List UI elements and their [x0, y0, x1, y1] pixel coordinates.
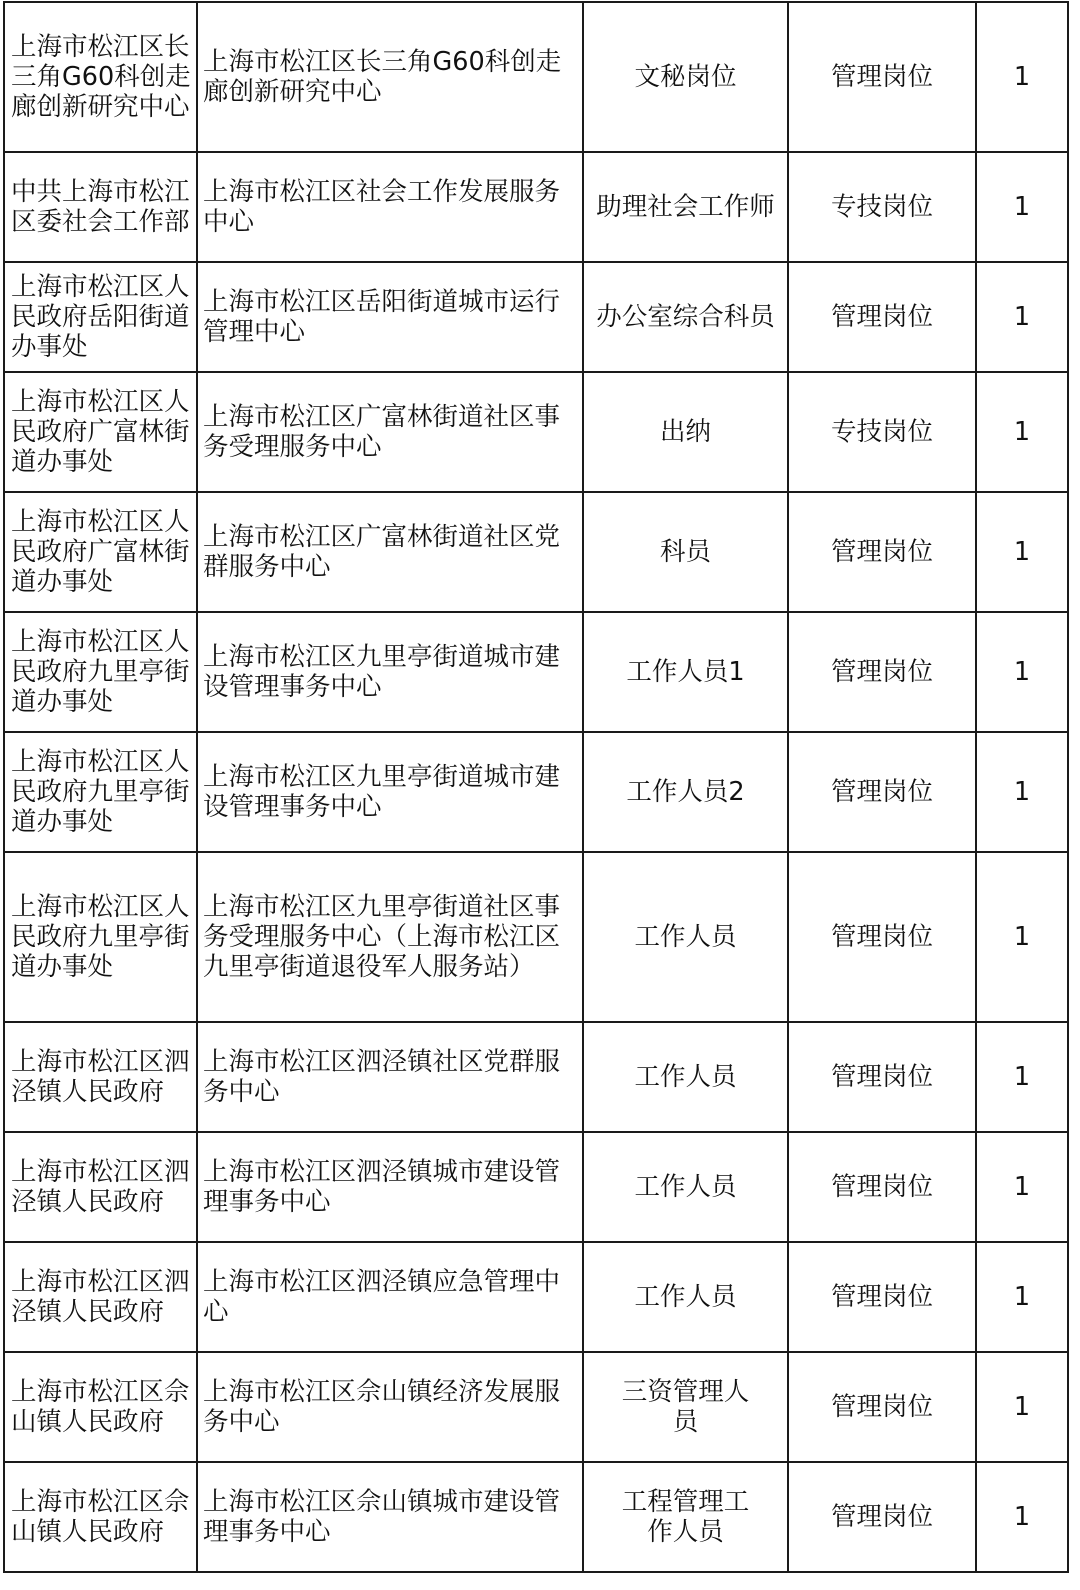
post-name: 助理社会工作师: [596, 192, 775, 222]
organization-cell: 上海市松江区人民政府九里亭街道办事处: [4, 732, 197, 852]
post-cell: [583, 732, 788, 852]
post-name: 三资管理人员: [621, 1377, 750, 1437]
post-type-cell: 管理岗位: [788, 262, 976, 372]
post-type-cell: 管理岗位: [788, 1352, 976, 1462]
headcount-cell: 1: [976, 1462, 1068, 1572]
post-name: 出纳: [659, 417, 711, 447]
headcount-cell: 1: [976, 152, 1068, 262]
table-row: [4, 1132, 1068, 1242]
headcount-cell: 1: [976, 372, 1068, 492]
unit-cell: 上海市松江区佘山镇城市建设管理事务中心: [197, 1462, 583, 1572]
post-cell: [583, 1352, 788, 1462]
organization-cell: 上海市松江区泗泾镇人民政府: [4, 1242, 197, 1352]
table-row: [4, 152, 1068, 262]
organization-cell: 上海市松江区人民政府广富林街道办事处: [4, 372, 197, 492]
post-name: 办公室综合科员: [596, 302, 775, 332]
post-cell: [583, 1022, 788, 1132]
table-row: [4, 1462, 1068, 1572]
table-row: [4, 492, 1068, 612]
post-type-cell: 专技岗位: [788, 372, 976, 492]
table-row: [4, 612, 1068, 732]
post-type-cell: 管理岗位: [788, 612, 976, 732]
headcount-cell: 1: [976, 1132, 1068, 1242]
unit-cell: 上海市松江区泗泾镇应急管理中心: [197, 1242, 583, 1352]
post-name: 工作人员: [634, 1172, 737, 1202]
post-name: 工作人员2: [626, 777, 745, 807]
unit-cell: 上海市松江区长三角G60科创走廊创新研究中心: [197, 2, 583, 152]
post-name: 工作人员: [634, 1062, 737, 1092]
headcount-cell: 1: [976, 1022, 1068, 1132]
headcount-cell: 1: [976, 852, 1068, 1022]
table-row: [4, 1242, 1068, 1352]
unit-cell: 上海市松江区九里亭街道城市建设管理事务中心: [197, 612, 583, 732]
organization-cell: 上海市松江区长三角G60科创走廊创新研究中心: [4, 2, 197, 152]
unit-cell: 上海市松江区广富林街道社区党群服务中心: [197, 492, 583, 612]
organization-cell: 上海市松江区人民政府九里亭街道办事处: [4, 612, 197, 732]
post-type-cell: 管理岗位: [788, 1462, 976, 1572]
unit-cell: 上海市松江区九里亭街道城市建设管理事务中心: [197, 732, 583, 852]
organization-cell: 中共上海市松江区委社会工作部: [4, 152, 197, 262]
post-type-cell: 管理岗位: [788, 1022, 976, 1132]
table-row: [4, 732, 1068, 852]
post-cell: [583, 492, 788, 612]
unit-cell: 上海市松江区广富林街道社区事务受理服务中心: [197, 372, 583, 492]
post-cell: [583, 152, 788, 262]
post-cell: [583, 372, 788, 492]
organization-cell: 上海市松江区人民政府广富林街道办事处: [4, 492, 197, 612]
table-row: [4, 852, 1068, 1022]
table-row: [4, 262, 1068, 372]
table-row: [4, 2, 1068, 152]
post-type-cell: 管理岗位: [788, 1242, 976, 1352]
headcount-cell: 1: [976, 1242, 1068, 1352]
post-name: 工作人员: [634, 922, 737, 952]
unit-cell: 上海市松江区岳阳街道城市运行管理中心: [197, 262, 583, 372]
post-cell: [583, 852, 788, 1022]
unit-cell: 上海市松江区泗泾镇城市建设管理事务中心: [197, 1132, 583, 1242]
post-name: 工程管理工作人员: [621, 1487, 750, 1547]
table-row: [4, 372, 1068, 492]
headcount-cell: 1: [976, 492, 1068, 612]
table-row: [4, 1352, 1068, 1462]
post-type-cell: 管理岗位: [788, 1132, 976, 1242]
post-cell: [583, 1462, 788, 1572]
post-type-cell: 管理岗位: [788, 732, 976, 852]
organization-cell: 上海市松江区人民政府九里亭街道办事处: [4, 852, 197, 1022]
post-type-cell: 管理岗位: [788, 492, 976, 612]
post-cell: [583, 262, 788, 372]
post-type-cell: 管理岗位: [788, 852, 976, 1022]
organization-cell: 上海市松江区佘山镇人民政府: [4, 1352, 197, 1462]
headcount-cell: 1: [976, 1352, 1068, 1462]
post-cell: [583, 612, 788, 732]
post-type-cell: 管理岗位: [788, 2, 976, 152]
table-row: [4, 1022, 1068, 1132]
organization-cell: 上海市松江区泗泾镇人民政府: [4, 1022, 197, 1132]
positions-table: [3, 1, 1069, 1573]
post-cell: [583, 1242, 788, 1352]
unit-cell: 上海市松江区九里亭街道社区事务受理服务中心（上海市松江区九里亭街道退役军人服务站）: [197, 852, 583, 1022]
organization-cell: 上海市松江区人民政府岳阳街道办事处: [4, 262, 197, 372]
organization-cell: 上海市松江区泗泾镇人民政府: [4, 1132, 197, 1242]
unit-cell: 上海市松江区佘山镇经济发展服务中心: [197, 1352, 583, 1462]
post-name: 科员: [659, 537, 711, 567]
post-name: 工作人员1: [626, 657, 745, 687]
organization-cell: 上海市松江区佘山镇人民政府: [4, 1462, 197, 1572]
headcount-cell: 1: [976, 262, 1068, 372]
unit-cell: 上海市松江区社会工作发展服务中心: [197, 152, 583, 262]
post-name: 工作人员: [634, 1282, 737, 1312]
unit-cell: 上海市松江区泗泾镇社区党群服务中心: [197, 1022, 583, 1132]
post-cell: [583, 1132, 788, 1242]
post-cell: [583, 2, 788, 152]
post-name: 文秘岗位: [634, 62, 737, 92]
headcount-cell: 1: [976, 732, 1068, 852]
headcount-cell: 1: [976, 612, 1068, 732]
headcount-cell: 1: [976, 2, 1068, 152]
post-type-cell: 专技岗位: [788, 152, 976, 262]
